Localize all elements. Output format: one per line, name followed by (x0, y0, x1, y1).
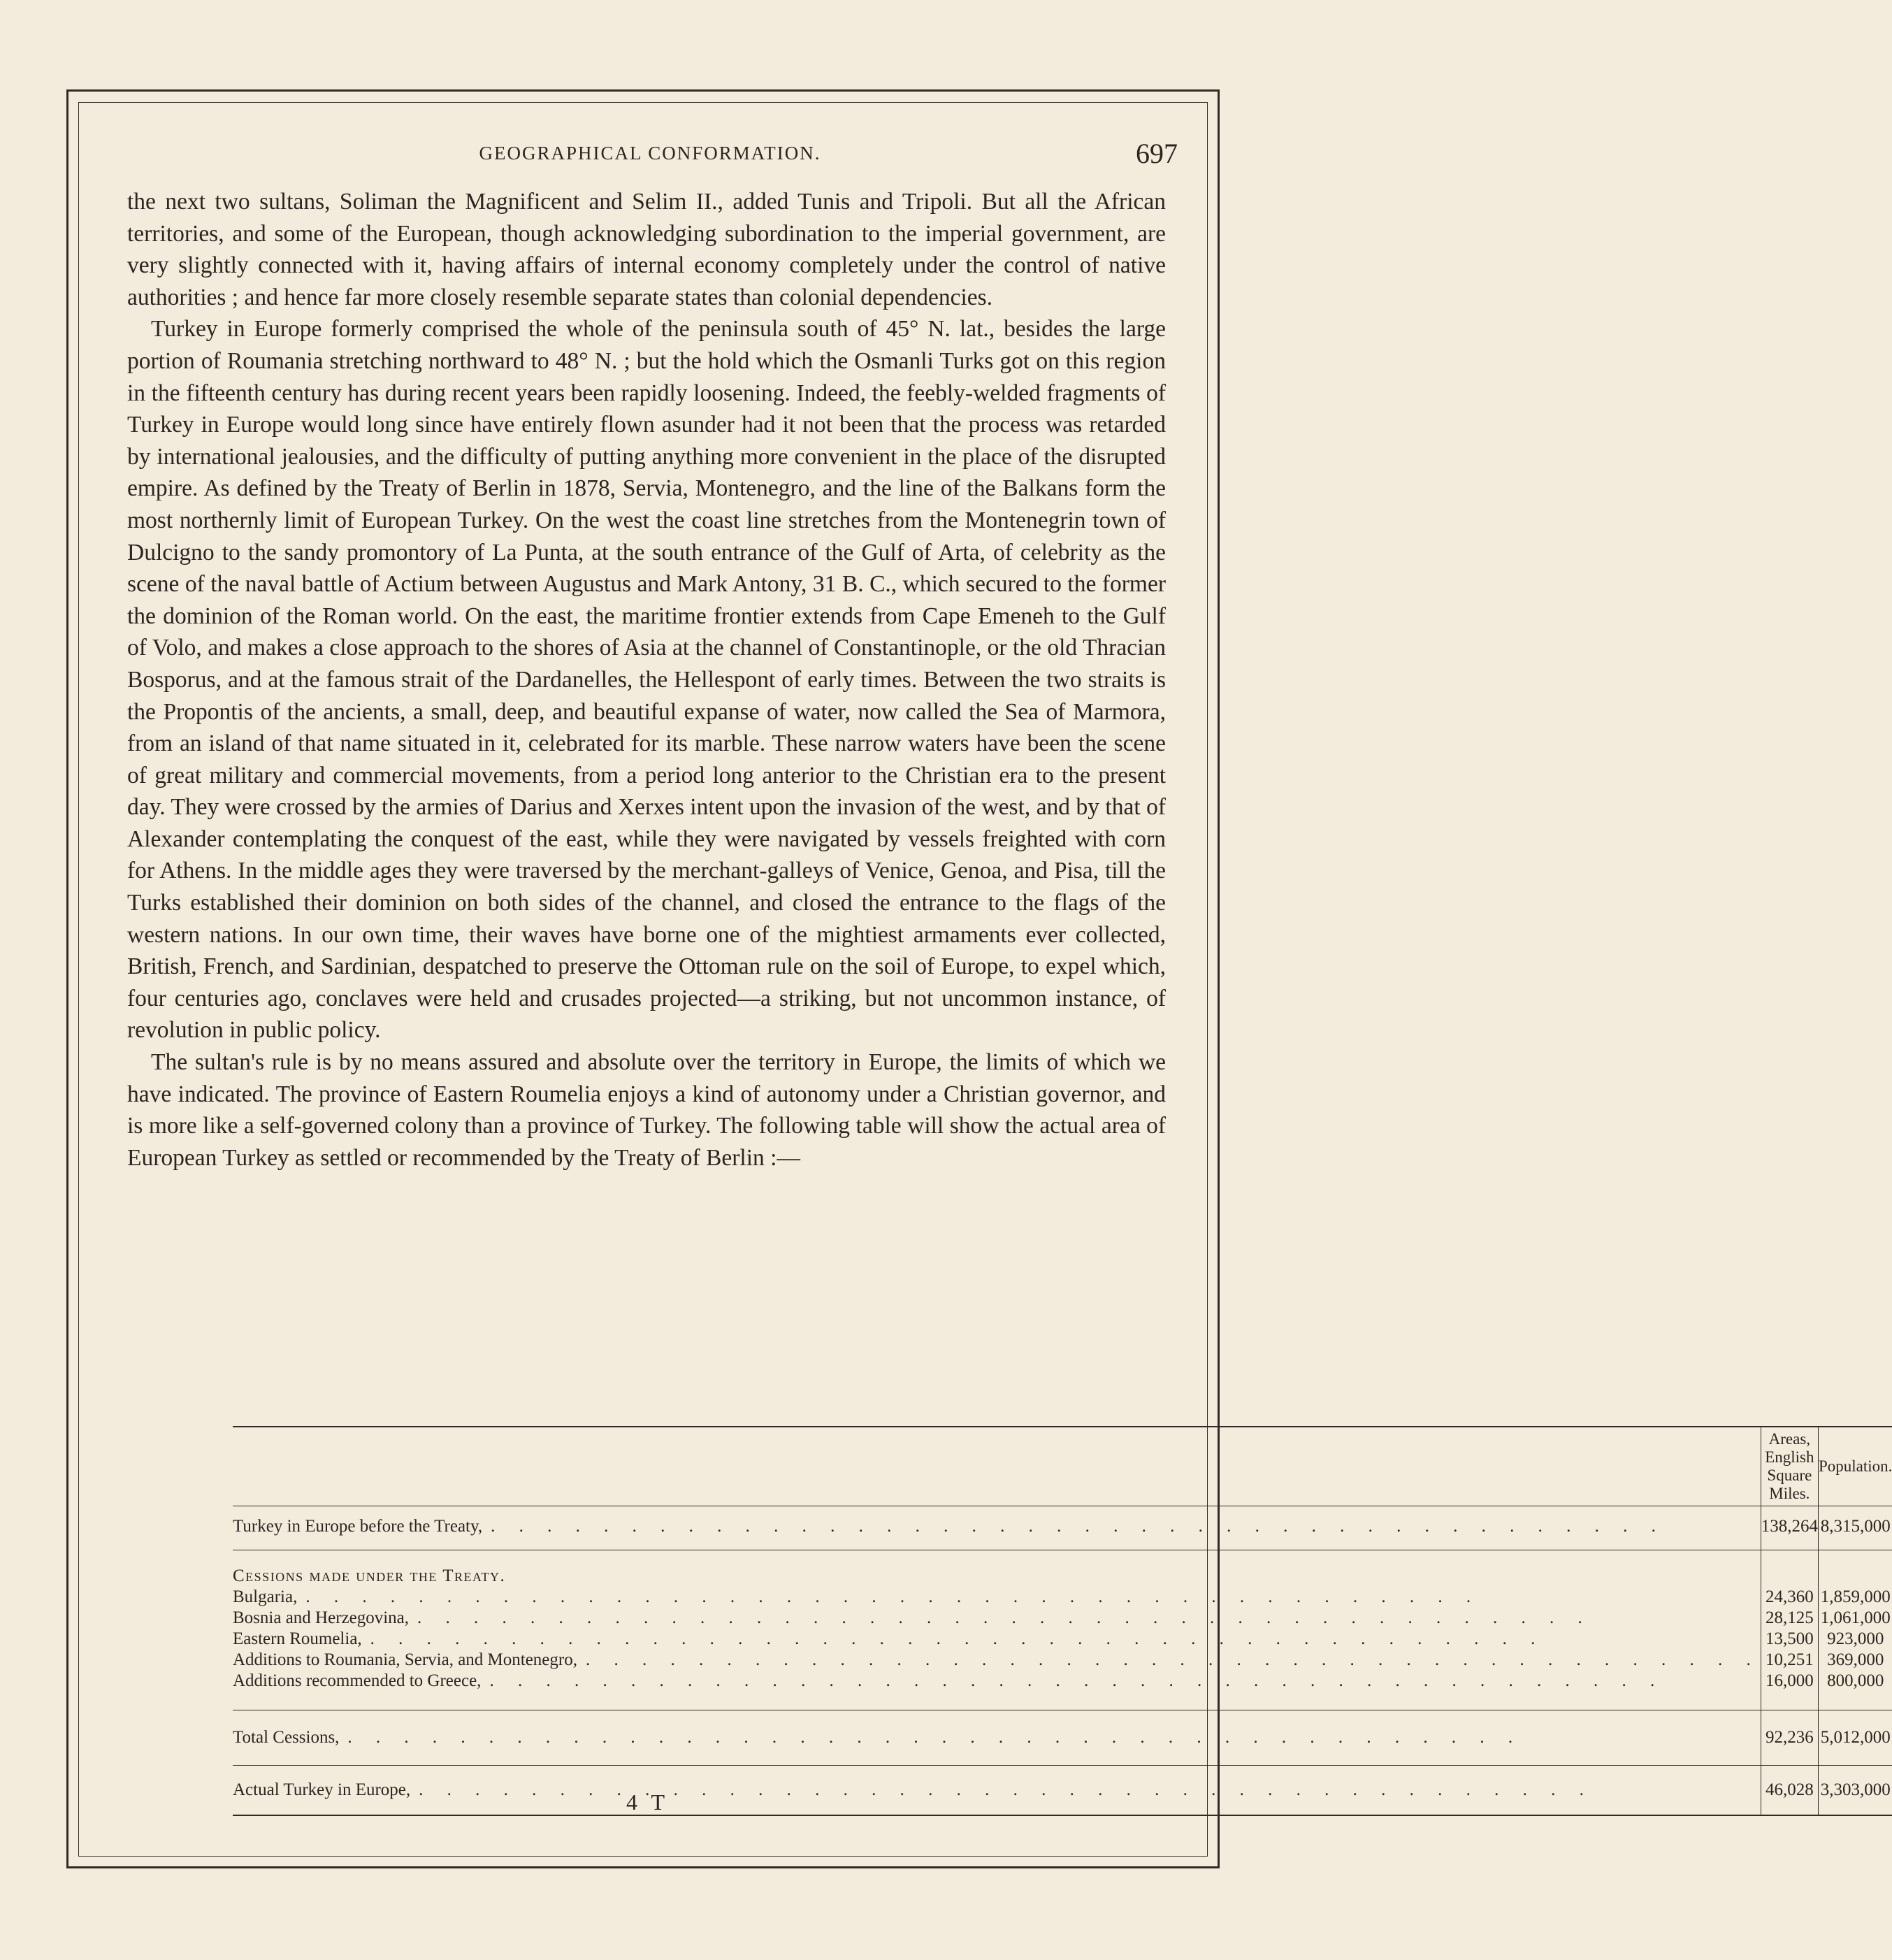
table-header-row (233, 1427, 1892, 1506)
header-blank (233, 1427, 1761, 1506)
row-area: 46,028 (1761, 1766, 1818, 1816)
total-row (233, 1710, 1892, 1766)
row-label: Actual Turkey in Europe, (233, 1780, 411, 1799)
table-row (233, 1506, 1892, 1550)
table-row (233, 1629, 1892, 1650)
signature-mark: 4 T (626, 1789, 669, 1815)
row-population: 800,000 (1818, 1671, 1892, 1710)
row-label: Total Cessions, (233, 1728, 340, 1747)
paragraph: the next two sultans, Soliman the Magnificent and Selim II., added Tunis and Tripoli. But all the African territories, and some of the European, though acknowledging subordination to the imperial government, are very slightly connected with it, having affairs of internal economy completely under the control of native authorities ; and hence far more closely resemble separate states than colonial dependencies. (127, 189, 1166, 310)
leader-dots (481, 1671, 1760, 1692)
row-label: Additions recommended to Greece, (233, 1671, 482, 1690)
leader-dots (482, 1516, 1761, 1537)
section-title: Cessions made under the Treaty. (233, 1566, 506, 1585)
header-population: Population. (1818, 1427, 1892, 1506)
row-population: 923,000 (1818, 1629, 1892, 1650)
leader-dots (409, 1608, 1761, 1629)
row-label: Bosnia and Herzegovina, (233, 1608, 410, 1627)
row-area: 28,125 (1761, 1608, 1818, 1629)
row-population: 1,859,000 (1818, 1587, 1892, 1608)
header-area: Areas, English Square Miles. (1761, 1427, 1818, 1506)
row-area: 10,251 (1761, 1650, 1818, 1671)
page-number: 697 (1136, 138, 1178, 169)
row-population: 5,012,000 (1818, 1710, 1892, 1766)
row-label: Additions to Roumania, Servia, and Montenegro, (233, 1650, 577, 1669)
row-population: 369,000 (1818, 1650, 1892, 1671)
row-area: 16,000 (1761, 1671, 1818, 1710)
running-head: GEOGRAPHICAL CONFORMATION. (479, 143, 821, 164)
row-area: 92,236 (1761, 1710, 1818, 1766)
row-population: 1,061,000 (1818, 1608, 1892, 1629)
row-label: Turkey in Europe before the Treaty, (233, 1517, 483, 1536)
row-label: Eastern Roumelia, (233, 1629, 362, 1648)
page-header (122, 137, 1178, 172)
row-population: 3,303,000 (1818, 1766, 1892, 1816)
leader-dots (297, 1587, 1760, 1608)
table-row (233, 1650, 1892, 1671)
body-text (127, 186, 1166, 1174)
table-row (233, 1587, 1892, 1608)
row-population: 8,315,000 (1818, 1506, 1892, 1550)
row-area: 24,360 (1761, 1587, 1818, 1608)
leader-dots (362, 1629, 1761, 1650)
table-row (233, 1671, 1892, 1710)
leader-dots (577, 1650, 1761, 1671)
area-population-table (233, 1426, 1892, 1816)
paragraph: The sultan's rule is by no means assured and absolute over the territory in Europe, the limits of which we have indicated. The province of Eastern Roumelia enjoys a kind of autonomy under a Christian governor, and is more like a self-governed colony than a province of Turkey. The following table will show the actual area of European Turkey as settled or recommended by the Treaty of Berlin :— (127, 1049, 1166, 1171)
row-label: Bulgaria, (233, 1587, 298, 1606)
paragraph: Turkey in Europe formerly comprised the whole of the peninsula south of 45° N. lat., besides the large portion of Roumania stretching northward to 48° N. ; but the hold which the Osmanli Turks got on this region in the fifteenth century has during recent years been rapidly loosening. Indeed, the feebly-welded fragments of Turkey in Europe would long since have entirely flown asunder had it not been that the process was retarded by international jealousies, and the difficulty of putting anything more convenient in the place of the disrupted empire. As defined by the Treaty of Berlin in 1878, Servia, Montenegro, and the line of the Balkans form the most northernly limit of European Turkey. On the west the coast line stretches from the Montenegrin town of Dulcigno to the sandy promontory of La Punta, at the south entrance of the Gulf of Arta, of celebrity as the scene of the naval battle of Actium between Augustus and Mark Antony, 31 B. C., which secured to the former the dominion of the Roman world. On the east, the maritime frontier extends from Cape Emeneh to the Gulf of Volo, and makes a close approach to the shores of Asia at the channel of Constantinople, or the old Thracian Bosporus, and at the famous strait of the Dardanelles, the Hellespont of early times. Between the two straits is the Propontis of the ancients, a small, deep, and beautiful expanse of water, now called the Sea of Marmora, from an island of that name situated in it, celebrated for its marble. These narrow waters have been the scene of great military and commercial movements, from a period long anterior to the Christian era to the present day. They were crossed by the armies of Darius and Xerxes intent upon the invasion of the west, and by that of Alexander contemplating the conquest of the east, while they were navigated by vessels freighted with corn for Athens. In the middle ages they were traversed by the merchant-galleys of Venice, Genoa, and Pisa, till the Turks established their dominion on both sides of the channel, and closed the entrance to the flags of the western nations. In our own time, their waves have borne one of the mightiest armaments ever collected, British, French, and Sardinian, despatched to preserve the Ottoman rule on the soil of Europe, to expel which, four centuries ago, conclaves were held and crusades projected—a striking, but not uncommon instance, of revolution in public policy. (127, 316, 1166, 1044)
row-area: 138,264 (1761, 1506, 1818, 1550)
table-row (233, 1608, 1892, 1629)
leader-dots (339, 1727, 1760, 1748)
section-title-row (233, 1550, 1892, 1587)
row-area: 13,500 (1761, 1629, 1818, 1650)
